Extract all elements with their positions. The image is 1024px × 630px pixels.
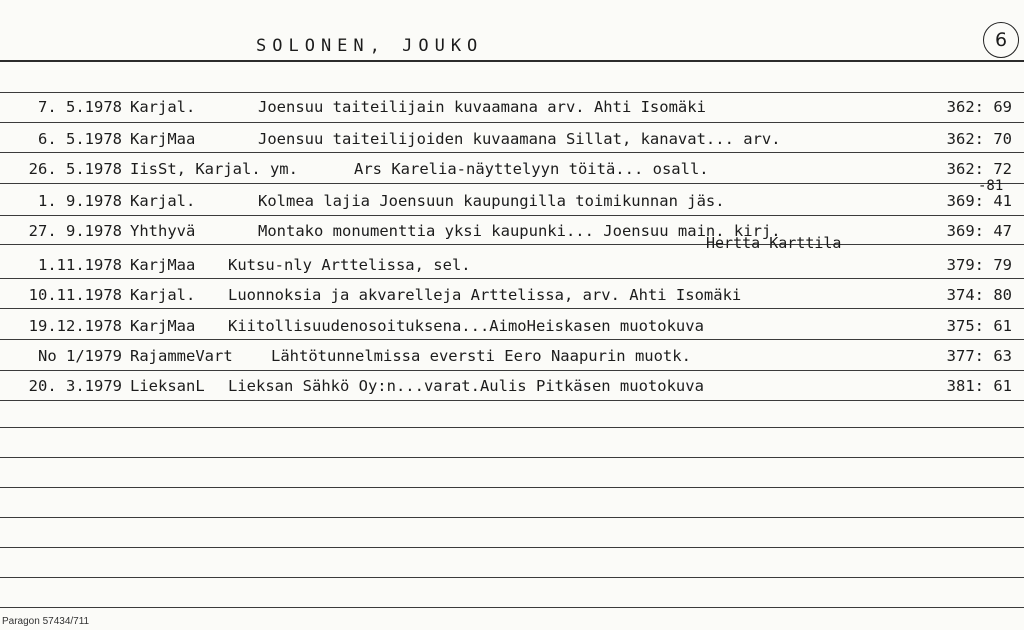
entry-source: Yhthyvä [130, 222, 196, 240]
page-number-circle: 6 [983, 22, 1019, 58]
entry-source: RajammeVart [130, 347, 233, 365]
rule-line [0, 487, 1024, 488]
rule-line [0, 92, 1024, 93]
entry-date: 1.11.1978 [38, 256, 122, 274]
entry-row [0, 317, 1024, 341]
entry-row [0, 347, 1024, 371]
entry-text: Ars Karelia-näyttelyyn töitä... osall. [354, 160, 709, 178]
entry-source: LieksanL [130, 377, 205, 395]
entry-text: Joensuu taiteilijoiden kuvaamana Sillat, kanavat... arv. [258, 130, 781, 148]
entry-ref: 374: 80 [946, 286, 1012, 304]
entry-date: 26. 5.1978 [28, 160, 122, 178]
card-title: SOLONEN, JOUKO [256, 36, 484, 56]
entry-row [0, 130, 1024, 154]
entry-ref: 381: 61 [946, 377, 1012, 395]
entry-text: Lähtötunnelmissa eversti Eero Naapurin muotk. [271, 347, 691, 365]
entry-source: IisSt, Karjal. ym. [130, 160, 298, 178]
entry-text: Kutsu-nly Arttelissa, sel. [228, 256, 471, 274]
entry-date: 7. 5.1978 [38, 98, 122, 116]
entry-text: Kolmea lajia Joensuun kaupungilla toimikunnan jäs. [258, 192, 725, 210]
entry-text: Luonnoksia ja akvarelleja Arttelissa, arv. Ahti Isomäki [228, 286, 742, 304]
entry-ref: 362: 70 [946, 130, 1012, 148]
rule-line [0, 457, 1024, 458]
entry-text: Montako monumenttia yksi kaupunki... Joensuu main. kirj. [258, 222, 781, 240]
entry-text: Joensuu taiteilijain kuvaamana arv. Ahti Isomäki [258, 98, 706, 116]
entry-row [0, 256, 1024, 280]
entry-ref: 377: 63 [946, 347, 1012, 365]
rule-line [0, 517, 1024, 518]
entry-source: KarjMaa [130, 256, 196, 274]
entry-ref: 369: 41 [946, 192, 1012, 210]
rule-line [0, 427, 1024, 428]
entry-row [0, 160, 1024, 184]
entry-date: 10.11.1978 [28, 286, 122, 304]
card-footer: Paragon 57434/711 [2, 616, 90, 627]
entry-row [0, 377, 1024, 401]
entry-ref: 369: 47 [946, 222, 1012, 240]
entry-row [0, 98, 1024, 122]
entry-text: Kiitollisuudenosoituksena...AimoHeiskasen muotokuva [228, 317, 704, 335]
entry-ref: 362: 69 [946, 98, 1012, 116]
entry-row [0, 286, 1024, 310]
entry-source: KarjMaa [130, 317, 196, 335]
entry-ref: 375: 61 [946, 317, 1012, 335]
entry-date: 20. 3.1979 [28, 377, 122, 395]
rule-line [0, 607, 1024, 608]
entry-date: 27. 9.1978 [28, 222, 122, 240]
entry-date: 19.12.1978 [28, 317, 122, 335]
entry-row [0, 192, 1024, 216]
entry-text: Lieksan Sähkö Oy:n...varat.Aulis Pitkäsen muotokuva [228, 377, 704, 395]
entry-row [0, 222, 1024, 246]
entry-source: KarjMaa [130, 130, 196, 148]
ref-correction-note: -81 [978, 178, 1004, 194]
entry-ref: 362: 72 [946, 160, 1012, 178]
entry-source: Karjal. [130, 192, 196, 210]
rule-line [0, 547, 1024, 548]
rule-line [0, 577, 1024, 578]
entry-date: 1. 9.1978 [38, 192, 122, 210]
entry-source: Karjal. [130, 286, 196, 304]
entry-ref: 379: 79 [946, 256, 1012, 274]
rule-line [0, 122, 1024, 123]
handwritten-name-note: Hertta Karttila [706, 234, 842, 252]
entry-date: 6. 5.1978 [38, 130, 122, 148]
entry-source: Karjal. [130, 98, 196, 116]
header-rule [0, 60, 1024, 62]
entry-date: No 1/1979 [38, 347, 122, 365]
